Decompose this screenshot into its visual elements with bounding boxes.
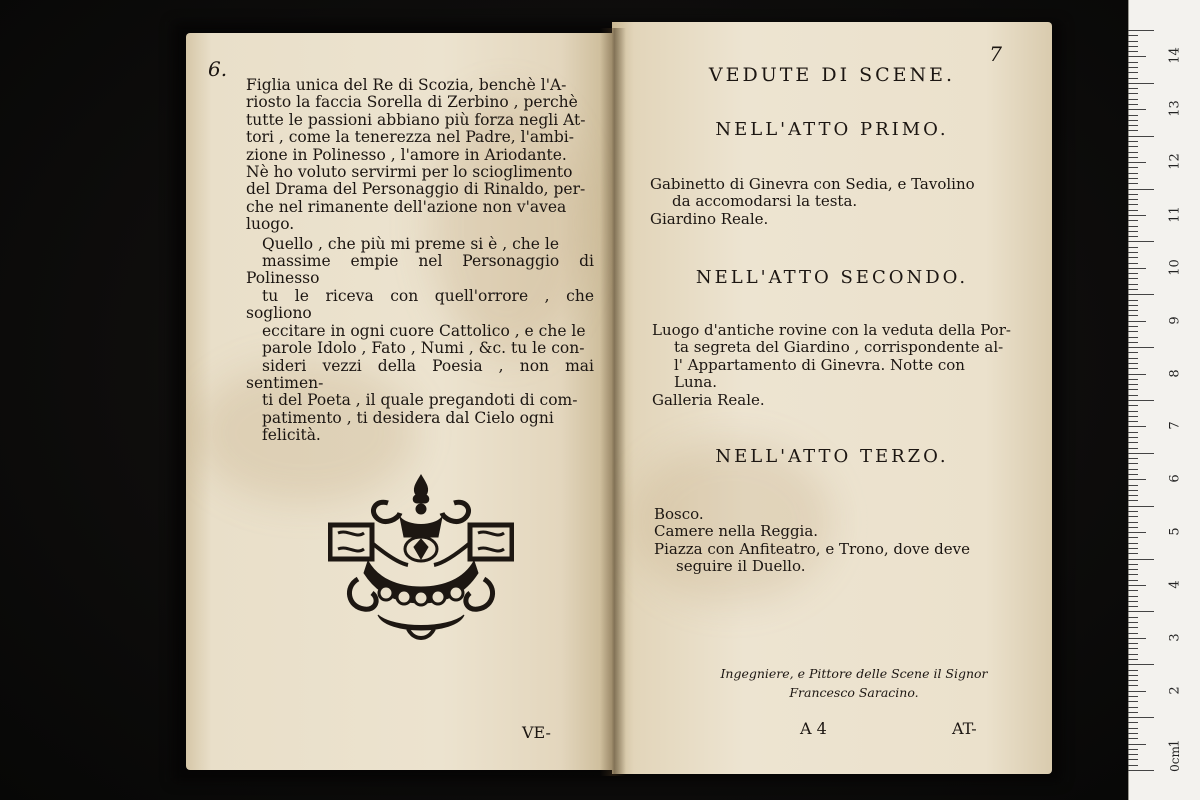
- ruler-tick: [1128, 559, 1154, 560]
- ruler-tick: [1128, 289, 1138, 290]
- ruler-tick: [1128, 537, 1138, 538]
- ruler-tick: [1128, 437, 1138, 438]
- ruler-tick: [1128, 670, 1138, 671]
- ruler-label: 3: [1167, 633, 1183, 642]
- ruler-tick: [1128, 199, 1138, 200]
- text-line: tori , come la tenerezza nel Padre, l'ambi-: [246, 128, 574, 147]
- ruler-tick: [1128, 310, 1138, 311]
- ruler-tick: [1128, 458, 1138, 459]
- ruler-tick: [1128, 384, 1138, 385]
- ruler-tick: [1128, 696, 1138, 697]
- text-line: Nè ho voluto servirmi per lo scioglimento: [246, 163, 573, 182]
- paragraph: [246, 236, 594, 445]
- ruler-tick: [1128, 728, 1138, 729]
- ruler-tick: [1128, 627, 1138, 628]
- ruler-label: 5: [1167, 527, 1183, 536]
- text-line: tutte le passioni abbiano più forza negli At-: [246, 110, 586, 129]
- ruler-tick: [1128, 368, 1138, 369]
- ruler-tick: [1128, 78, 1138, 79]
- scene-list: [650, 176, 975, 228]
- ruler-tick: [1128, 215, 1146, 216]
- ruler-tick: [1128, 347, 1154, 348]
- text-line: zione in Polinesso , l'amore in Ariodante.: [246, 145, 567, 164]
- printers-ornament-icon: [328, 469, 514, 643]
- ruler-tick: [1128, 284, 1138, 285]
- text-line: massime empie nel Personaggio di Polinesso: [246, 252, 594, 288]
- ruler-tick: [1128, 395, 1138, 396]
- text-line: sideri vezzi della Poesia , non mai sentimen-: [246, 356, 594, 392]
- catchword: VE-: [522, 723, 551, 742]
- ruler-tick: [1128, 633, 1138, 634]
- text-line: Quello , che più mi preme si è , che le: [262, 234, 560, 253]
- scene-line: Luna.: [674, 373, 717, 392]
- scene-line: ta segreta del Giardino , corrispondente al-: [674, 338, 1004, 357]
- ruler-tick: [1128, 664, 1154, 665]
- ruler-tick: [1128, 405, 1138, 406]
- text-line: eccitare in ogni cuore Cattolico , e che le: [262, 321, 586, 340]
- ruler-tick: [1128, 596, 1138, 597]
- ruler-tick: [1128, 691, 1146, 692]
- ruler-label: 4: [1167, 580, 1183, 589]
- ruler-tick: [1128, 363, 1138, 364]
- ruler-tick: [1128, 72, 1138, 73]
- ruler-tick: [1128, 157, 1138, 158]
- ruler-label: 14: [1167, 47, 1183, 65]
- ruler-tick: [1128, 527, 1138, 528]
- act-heading: NELL'ATTO SECONDO.: [695, 267, 969, 288]
- ruler-tick: [1128, 358, 1138, 359]
- ruler-tick: [1128, 770, 1154, 771]
- act-heading: NELL'ATTO PRIMO.: [715, 119, 949, 140]
- left-page: [186, 33, 612, 770]
- ruler-label: 11: [1167, 206, 1183, 223]
- ruler-tick: [1128, 717, 1154, 718]
- ruler-tick: [1128, 611, 1154, 612]
- ruler-tick: [1128, 522, 1138, 523]
- ruler-tick: [1128, 463, 1138, 464]
- catchword: AT-: [952, 719, 977, 738]
- ruler-tick: [1128, 722, 1138, 723]
- act-heading: NELL'ATTO TERZO.: [715, 446, 949, 467]
- ruler-tick: [1128, 754, 1138, 755]
- ruler-tick: [1128, 236, 1138, 237]
- ruler-tick: [1128, 707, 1138, 708]
- ruler-tick: [1128, 194, 1138, 195]
- ruler-tick: [1128, 553, 1138, 554]
- ruler-tick: [1128, 617, 1138, 618]
- ruler-tick: [1128, 167, 1138, 168]
- preface-text: [246, 77, 594, 445]
- page-title: VEDUTE DI SCENE.: [708, 64, 956, 86]
- right-page: [612, 22, 1052, 774]
- ruler-tick: [1128, 400, 1154, 401]
- ruler-tick: [1128, 83, 1154, 84]
- ruler-tick: [1128, 548, 1138, 549]
- ruler-tick: [1128, 210, 1138, 211]
- page-number: 7: [989, 42, 1002, 66]
- ruler-tick: [1128, 99, 1138, 100]
- ruler-tick: [1128, 744, 1146, 745]
- ruler-tick: [1128, 469, 1138, 470]
- ruler-label: 7: [1167, 421, 1183, 431]
- text-line: ti del Poeta , il quale pregandoti di com-: [262, 391, 578, 410]
- ruler-tick: [1128, 448, 1138, 449]
- ruler-label: 9: [1167, 316, 1183, 325]
- ruler-tick: [1128, 268, 1146, 269]
- text-line: tu le riceva con quell'orrore , che sogliono: [246, 286, 594, 323]
- ruler-tick: [1128, 226, 1138, 227]
- ruler-label: 6: [1167, 474, 1183, 483]
- ruler-tick: [1128, 141, 1138, 142]
- ruler-tick: [1128, 342, 1138, 343]
- ruler-tick: [1128, 136, 1154, 137]
- page-number: 6.: [208, 57, 228, 81]
- ruler-label: 2: [1167, 686, 1183, 695]
- ruler-tick: [1128, 574, 1138, 575]
- ruler-tick: [1128, 659, 1138, 660]
- ruler-tick: [1128, 759, 1138, 760]
- text-line: riosto la faccia Sorella di Zerbino , perchè: [246, 93, 578, 112]
- ruler-tick: [1128, 426, 1146, 427]
- ruler-tick: [1128, 685, 1138, 686]
- ruler-tick: [1128, 569, 1138, 570]
- ruler-tick: [1128, 104, 1138, 105]
- ruler-label: 8: [1167, 368, 1183, 378]
- ruler-tick: [1128, 109, 1146, 110]
- ruler-tick: [1128, 41, 1138, 42]
- ruler-tick: [1128, 220, 1138, 221]
- ruler-tick: [1128, 421, 1138, 422]
- credit-line: Ingegniere, e Pittore delle Scene il Signor: [720, 666, 988, 681]
- ruler-tick: [1128, 506, 1154, 507]
- ruler-tick: [1128, 204, 1138, 205]
- text-line: luogo.: [246, 215, 295, 234]
- ruler-tick: [1128, 30, 1154, 31]
- ruler-tick: [1128, 500, 1138, 501]
- text-line: patimento , ti desidera dal Cielo ogni: [262, 408, 554, 427]
- ruler-label: 1: [1167, 738, 1183, 748]
- ruler-tick: [1128, 93, 1138, 94]
- ruler-tick: [1128, 411, 1138, 412]
- scene-line: Gabinetto di Ginevra con Sedia, e Tavolino: [650, 175, 975, 193]
- ruler-tick: [1128, 35, 1138, 36]
- ruler-tick: [1128, 162, 1146, 163]
- ruler-tick: [1128, 352, 1138, 353]
- ruler-tick: [1128, 749, 1138, 750]
- ruler-tick: [1128, 712, 1138, 713]
- ruler-tick: [1128, 51, 1138, 52]
- ruler-tick: [1128, 453, 1154, 454]
- ruler-tick: [1128, 432, 1138, 433]
- ruler-tick: [1128, 321, 1146, 322]
- scene-line: da accomodarsi la testa.: [672, 192, 858, 211]
- ruler-tick: [1128, 511, 1138, 512]
- ruler-tick: [1128, 622, 1138, 623]
- ruler-tick: [1128, 125, 1138, 126]
- ruler-tick: [1128, 389, 1138, 390]
- ruler-tick: [1128, 648, 1138, 649]
- ruler-tick: [1128, 643, 1138, 644]
- ruler-tick: [1128, 379, 1138, 380]
- credit-line: Francesco Saracino.: [789, 685, 919, 700]
- ruler-tick: [1128, 252, 1138, 253]
- ruler-tick: [1128, 278, 1138, 279]
- ruler-tick: [1128, 479, 1146, 480]
- ruler-tick: [1128, 273, 1138, 274]
- ruler-tick: [1128, 294, 1154, 295]
- ruler-tick: [1128, 675, 1138, 676]
- ruler-tick: [1128, 46, 1138, 47]
- ruler-tick: [1128, 315, 1138, 316]
- ruler-tick: [1128, 130, 1138, 131]
- measuring-ruler: [1128, 0, 1200, 800]
- ruler-tick: [1128, 67, 1138, 68]
- scene-list: [652, 322, 1011, 409]
- ruler-tick: [1128, 543, 1138, 544]
- ruler-tick: [1128, 680, 1138, 681]
- ruler-tick: [1128, 765, 1138, 766]
- ruler-tick: [1128, 442, 1138, 443]
- scene-list: [654, 506, 970, 576]
- ruler-tick: [1128, 247, 1138, 248]
- ruler-tick: [1128, 495, 1138, 496]
- ruler-unit-label: 0cm: [1167, 746, 1182, 772]
- ruler-tick: [1128, 490, 1138, 491]
- signature-mark: A 4: [800, 719, 827, 738]
- ruler-tick: [1128, 590, 1138, 591]
- ruler-tick: [1128, 183, 1138, 184]
- ruler-tick: [1128, 516, 1138, 517]
- scene-painter-credit: [674, 664, 1034, 702]
- scene-line: Giardino Reale.: [650, 209, 769, 228]
- ruler-label: 10: [1167, 259, 1183, 276]
- ruler-tick: [1128, 62, 1138, 63]
- ruler-tick: [1128, 374, 1146, 375]
- scene-line: seguire il Duello.: [676, 557, 806, 576]
- ruler-tick: [1128, 701, 1138, 702]
- scene-line: Camere nella Reggia.: [654, 522, 819, 541]
- text-line: Figlia unica del Re di Scozia, benchè l'A-: [246, 76, 567, 94]
- ruler-tick: [1128, 474, 1138, 475]
- ruler-tick: [1128, 56, 1146, 57]
- text-line: felicità.: [262, 426, 321, 445]
- book-gutter: [600, 28, 626, 776]
- ruler-tick: [1128, 241, 1154, 242]
- ruler-tick: [1128, 152, 1138, 153]
- ruler-tick: [1128, 146, 1138, 147]
- ruler-tick: [1128, 337, 1138, 338]
- ruler-tick: [1128, 189, 1154, 190]
- ruler-tick: [1128, 178, 1138, 179]
- ruler-tick: [1128, 300, 1138, 301]
- scene-line: l' Appartamento di Ginevra. Notte con: [674, 355, 965, 374]
- ruler-tick: [1128, 257, 1138, 258]
- ruler-tick: [1128, 638, 1146, 639]
- ruler-tick: [1128, 485, 1138, 486]
- ruler-tick: [1128, 601, 1138, 602]
- ruler-tick: [1128, 305, 1138, 306]
- ruler-tick: [1128, 585, 1146, 586]
- text-line: che nel rimanente dell'azione non v'avea: [246, 197, 567, 216]
- ruler-tick: [1128, 120, 1138, 121]
- text-line: parole Idolo , Fato , Numi , &c. tu le con-: [262, 339, 585, 358]
- scene-line: Bosco.: [654, 505, 704, 523]
- ruler-tick: [1128, 326, 1138, 327]
- scene-line: Luogo d'antiche rovine con la veduta della Por-: [652, 321, 1011, 339]
- paragraph: [246, 77, 594, 234]
- ruler-tick: [1128, 173, 1138, 174]
- ruler-tick: [1128, 416, 1138, 417]
- ruler-tick: [1128, 606, 1138, 607]
- ruler-tick: [1128, 231, 1138, 232]
- ruler-tick: [1128, 733, 1138, 734]
- ruler-tick: [1128, 738, 1138, 739]
- ruler-tick: [1128, 564, 1138, 565]
- ruler-label: 13: [1167, 100, 1183, 118]
- ruler-tick: [1128, 115, 1138, 116]
- ruler-tick: [1128, 88, 1138, 89]
- text-line: del Drama del Personaggio di Rinaldo, per-: [246, 180, 586, 199]
- ruler-tick: [1128, 532, 1146, 533]
- scene-line: Galleria Reale.: [652, 390, 765, 409]
- ruler-tick: [1128, 263, 1138, 264]
- ruler-tick: [1128, 331, 1138, 332]
- ruler-tick: [1128, 654, 1138, 655]
- ruler-label: 12: [1167, 153, 1183, 170]
- scene-line: Piazza con Anfiteatro, e Trono, dove deve: [654, 539, 970, 558]
- ruler-tick: [1128, 580, 1138, 581]
